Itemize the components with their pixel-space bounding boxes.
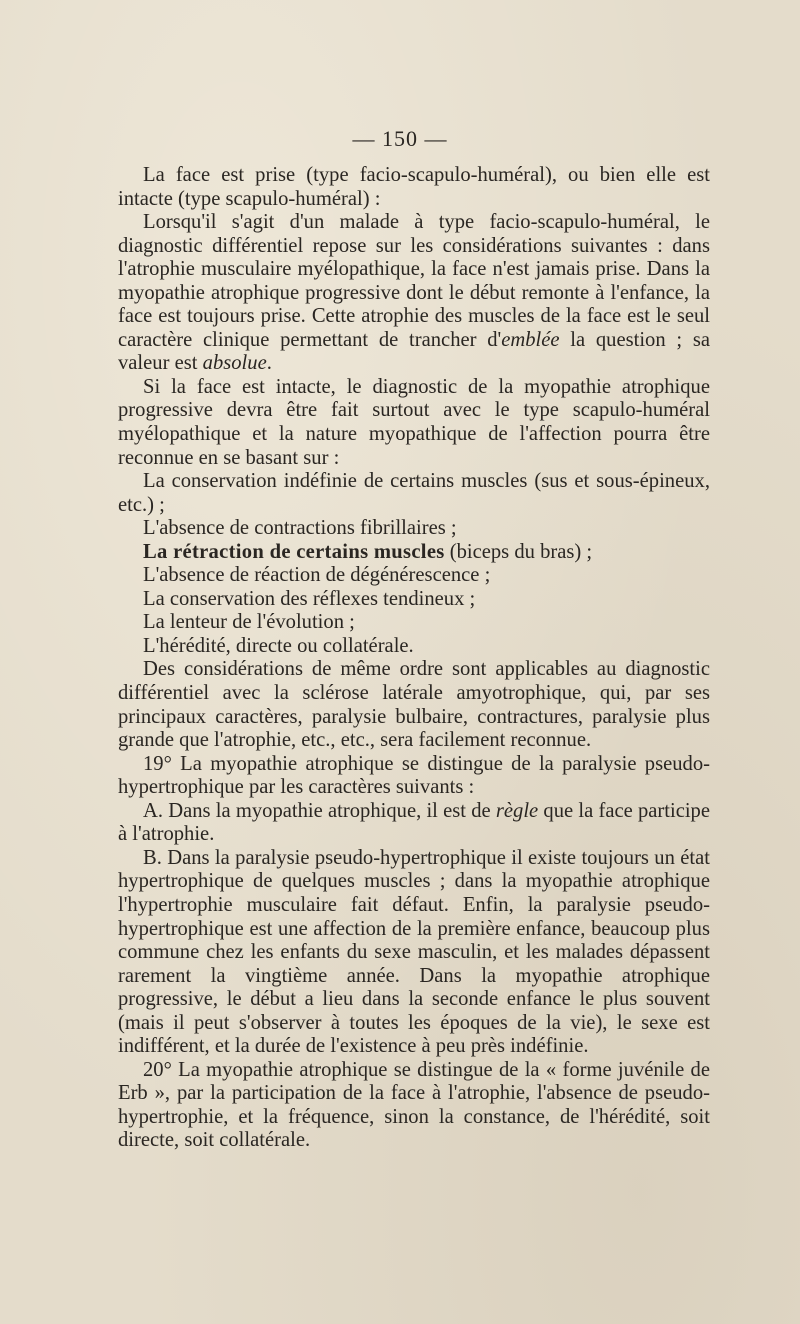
text-run: .: [266, 352, 272, 375]
text-run: la question ; sa valeur est: [118, 328, 710, 375]
list-item-heredite: L'hérédité, directe ou collatérale.: [143, 634, 414, 657]
list-item-reflexes: La conservation des réflexes tendineux ;: [143, 587, 476, 610]
page-number: — 150 —: [352, 126, 448, 151]
list-item-conservation-muscles: La conservation indéfinie de certains muscles (sus et sous-épineux, etc.) ;: [118, 470, 710, 516]
text-run: que la face participe à l'atrophie.: [118, 799, 710, 846]
list-item-contractions: L'absence de contractions fibrillaires ;: [143, 517, 457, 540]
paragraph-20: 20° La myopathie atrophique se distingue de la « forme juvénile de Erb », par la participation de la face à l'atrophie, l'absence de pseudo-hypertrophie, et la fréquence, sinon la constance, de l'hérédité, soit directe, soit collatérale.: [118, 1058, 710, 1152]
paragraph-face-intact: Si la face est intacte, le diagnostic de la myopathie atrophique progressive devra être fait surtout avec le type scapulo-huméral myélopathique et la nature myopathique de l'affection pourra être reconnue en se basant sur :: [118, 375, 710, 469]
paragraph-19: 19° La myopathie atrophique se distingue de la paralysie pseudo-hypertrophique par les caractères suivants :: [118, 752, 710, 799]
emphasis-emblee: emblée: [501, 328, 560, 351]
text-run: A. Dans la myopathie atrophique, il est de: [143, 799, 496, 822]
paragraph-face-types: La face est prise (type facio-scapulo-huméral), ou bien elle est intacte (type scapulo-huméral) :: [118, 164, 710, 210]
emphasis-absolue: absolue: [202, 352, 267, 375]
list-item-reaction: L'absence de réaction de dégénérescence ;: [143, 564, 491, 587]
bold-retraction: La rétraction de certains muscles: [143, 540, 445, 563]
list-item-retraction: [118, 541, 710, 565]
paragraph-a: [118, 800, 710, 847]
body-text: [118, 164, 710, 1153]
list-item-evolution: La lenteur de l'évolution ;: [143, 611, 355, 634]
paragraph-facio-scapulo: [118, 211, 710, 376]
emphasis-regle: règle: [495, 799, 539, 822]
text-run: (biceps du bras) ;: [444, 540, 593, 563]
text-run: Lorsqu'il s'agit d'un malade à type facio-scapulo-huméral, le diagnostic différentiel repose sur les considérations suivantes : dans l'atrophie musculaire myélopathique, la face n'est jamais prise. Dans la myopathie atrophique progressive dont le début remonte à l'enfance, la face est toujours prise. Cette atrophie des muscles de la face est le seul caractère clinique permettant de trancher d': [118, 211, 710, 351]
paragraph-b: B. Dans la paralysie pseudo-hypertrophique il existe toujours un état hypertrophique de quelques muscles ; dans la myopathie atrophique l'hypertrophie musculaire fait défaut. Enfin, la paralysie pseudo-hypertrophique est une affection de la première enfance, beaucoup plus commune chez les enfants du sexe masculin, et les malades dépassent rarement la vingtième année. Dans la myopathie atrophique progressive, le début a lieu dans la seconde enfance le plus souvent (mais il peut s'observer à toutes les époques de la vie), le sexe est indifférent, et la durée de l'existence à peu près indéfinie.: [118, 846, 710, 1058]
paragraph-sclerose: Des considérations de même ordre sont applicables au diagnostic différentiel avec la sclérose latérale amyotrophique, qui, par ses principaux caractères, paralysie bulbaire, contractures, paralysie plus grande que l'atrophie, etc., etc., sera facilement reconnue.: [118, 658, 710, 752]
